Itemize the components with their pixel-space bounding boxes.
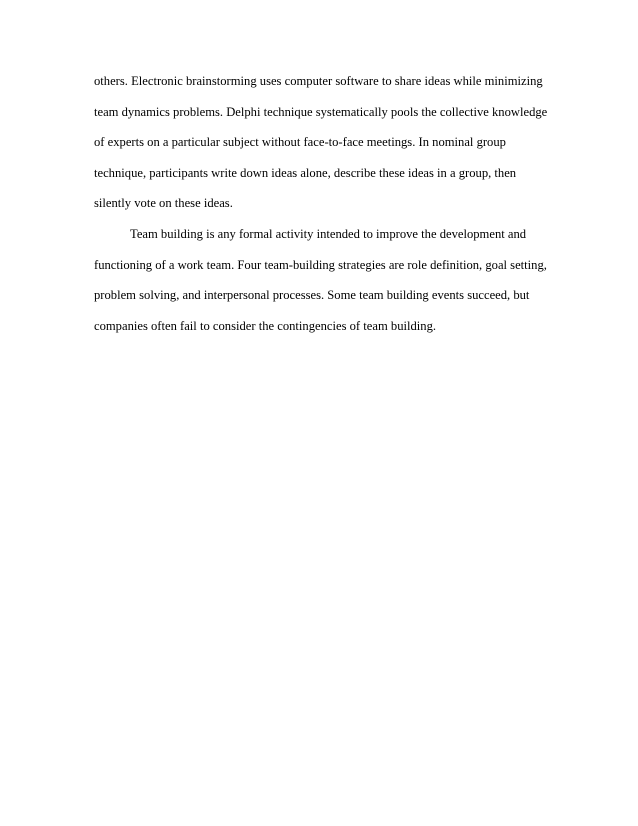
body-text: [94, 66, 556, 341]
paragraph-brainstorming-techniques: others. Electronic brainstorming uses computer software to share ideas while minimizing team dynamics problems. Delphi technique systematically pools the collective knowledge of experts on a particular subject without face-to-face meetings. In nominal group technique, participants write down ideas alone, describe these ideas in a group, then silently vote on these ideas.: [94, 74, 548, 211]
paragraph-team-building: Team building is any formal activity intended to improve the development and functioning of a work team. Four team-building strategies are role definition, goal setting, problem solving, and interpersonal processes. Some team building events succeed, but companies often fail to consider the contingencies of team building.: [94, 226, 547, 333]
